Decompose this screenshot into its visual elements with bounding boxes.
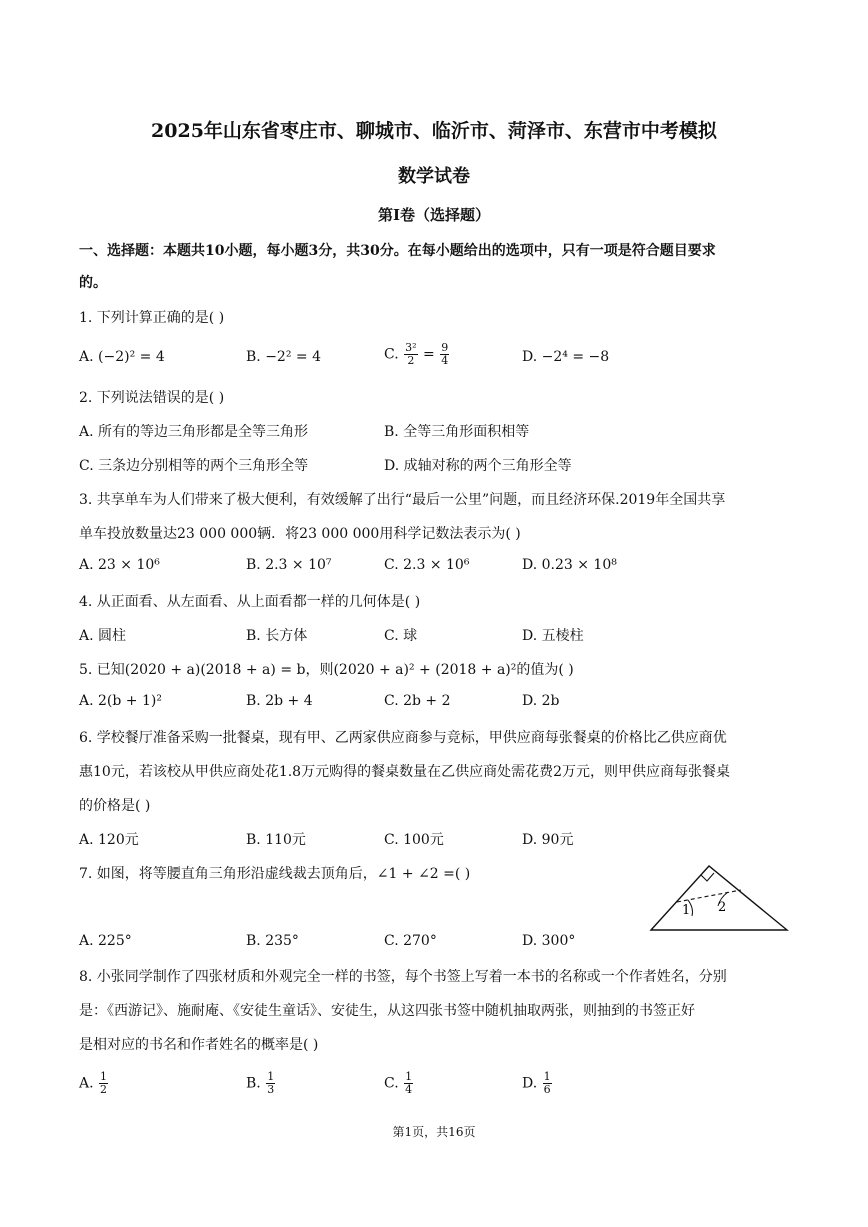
q3-option-a: A. 23 × 10⁶ [79, 557, 160, 573]
q6-option-a: A. 120元 [79, 832, 139, 848]
q4-option-d: D. 五棱柱 [522, 628, 584, 644]
q8-option-b: B. $\frac{1}{3}$ [246, 1070, 275, 1096]
q4-option-c: C. 球 [384, 628, 418, 644]
section-heading: 第I卷（选择题） [377, 206, 491, 224]
q2-option-d: D. 成轴对称的两个三角形全等 [384, 458, 572, 474]
q4-stem: 4. 从正面看、从左面看、从上面看都一样的几何体是( ) [79, 594, 421, 610]
q2-option-c: C. 三条边分别相等的两个三角形全等 [79, 458, 309, 474]
q6-option-b: B. 110元 [246, 832, 306, 848]
q7-option-b: B. 235° [246, 933, 299, 949]
q7-option-d: D. 300° [522, 933, 576, 949]
page-footer: 第1页，共16页 [392, 1125, 476, 1139]
q6-stem-line2: 惠10元，若该校从甲供应商处花1.8万元购得的餐桌数量在乙供应商处需花费2万元，则甲供应商每张餐桌 [79, 764, 730, 780]
q6-option-c: C. 100元 [384, 832, 444, 848]
q2-option-b: B. 全等三角形面积相等 [384, 424, 530, 440]
triangle-outline [651, 866, 787, 930]
q4-option-a: A. 圆柱 [79, 628, 127, 644]
q7-option-c: C. 270° [384, 933, 437, 949]
q5-option-d: D. 2b [522, 693, 560, 709]
q8-stem-line1: 8. 小张同学制作了四张材质和外观完全一样的书签，每个书签上写着一本书的名称或一个作者姓名，分别 [79, 969, 727, 985]
angle-2-label: 2 [718, 900, 727, 915]
q2-stem: 2. 下列说法错误的是( ) [79, 390, 225, 406]
q1-option-a: A. (−2)² = 4 [79, 349, 165, 365]
instructions-line2: 的。 [79, 275, 107, 291]
q3-stem-line2: 单车投放数量达23 000 000辆．将23 000 000用科学记数法表示为( ) [79, 526, 521, 542]
q8-option-a: A. $\frac{1}{2}$ [79, 1070, 108, 1096]
q8-stem-line2: 是：《西游记》、施耐庵、《安徒生童话》、安徒生，从这四张书签中随机抽取两张，则抽到的书签正好 [79, 1003, 695, 1019]
q5-stem: 5. 已知(2020 + a)(2018 + a) = b，则(2020 + a)² + (2018 + a)²的值为( ) [79, 662, 574, 678]
q7-option-a: A. 225° [79, 933, 132, 949]
q7-stem: 7. 如图，将等腰直角三角形沿虚线裁去顶角后，∠1 + ∠2 =( ) [79, 866, 471, 882]
q5-option-c: C. 2b + 2 [384, 693, 451, 709]
q1-stem: 1. 下列计算正确的是( ) [79, 310, 225, 326]
q4-option-b: B. 长方体 [246, 628, 308, 644]
q3-option-b: B. 2.3 × 10⁷ [246, 557, 332, 573]
q6-stem-line1: 6. 学校餐厅准备采购一批餐桌，现有甲、乙两家供应商参与竞标，甲供应商每张餐桌的价格比乙供应商优 [79, 730, 727, 746]
q6-option-d: D. 90元 [522, 832, 574, 848]
q8-option-d: D. $\frac{1}{6}$ [522, 1070, 551, 1096]
q3-option-d: D. 0.23 × 10⁸ [522, 557, 617, 573]
instructions-line1: 一、选择题：本题共10小题，每小题3分，共30分。在每小题给出的选项中，只有一项是符合题目要求 [79, 243, 716, 259]
q1-option-c: C. $\frac{\text{3²}}{2}$ = $\frac{9}{4}$ [384, 341, 449, 367]
q2-option-a: A. 所有的等边三角形都是全等三角形 [79, 424, 309, 440]
q1-option-b: B. −2² = 4 [246, 349, 321, 365]
angle-1-label: 1 [682, 903, 691, 918]
q5-option-a: A. 2(b + 1)² [79, 693, 162, 709]
q5-option-b: B. 2b + 4 [246, 693, 313, 709]
q8-option-c: C. $\frac{1}{4}$ [384, 1070, 413, 1096]
cut-dashed-line [677, 890, 741, 902]
q8-stem-line3: 是相对应的书名和作者姓名的概率是( ) [79, 1037, 319, 1053]
q6-stem-line3: 的价格是( ) [79, 798, 151, 814]
right-angle-mark [701, 873, 714, 881]
exam-title: 2025年山东省枣庄市、聊城市、临沂市、菏泽市、东营市中考模拟 [151, 120, 717, 142]
exam-subtitle: 数学试卷 [398, 166, 470, 187]
q1-option-d: D. −2⁴ = −8 [522, 349, 610, 365]
triangle-figure [648, 862, 790, 934]
q3-option-c: C. 2.3 × 10⁶ [384, 557, 470, 573]
q3-stem-line1: 3. 共享单车为人们带来了极大便利，有效缓解了出行“最后一公里”问题，而且经济环保.2019年全国共享 [79, 492, 726, 508]
